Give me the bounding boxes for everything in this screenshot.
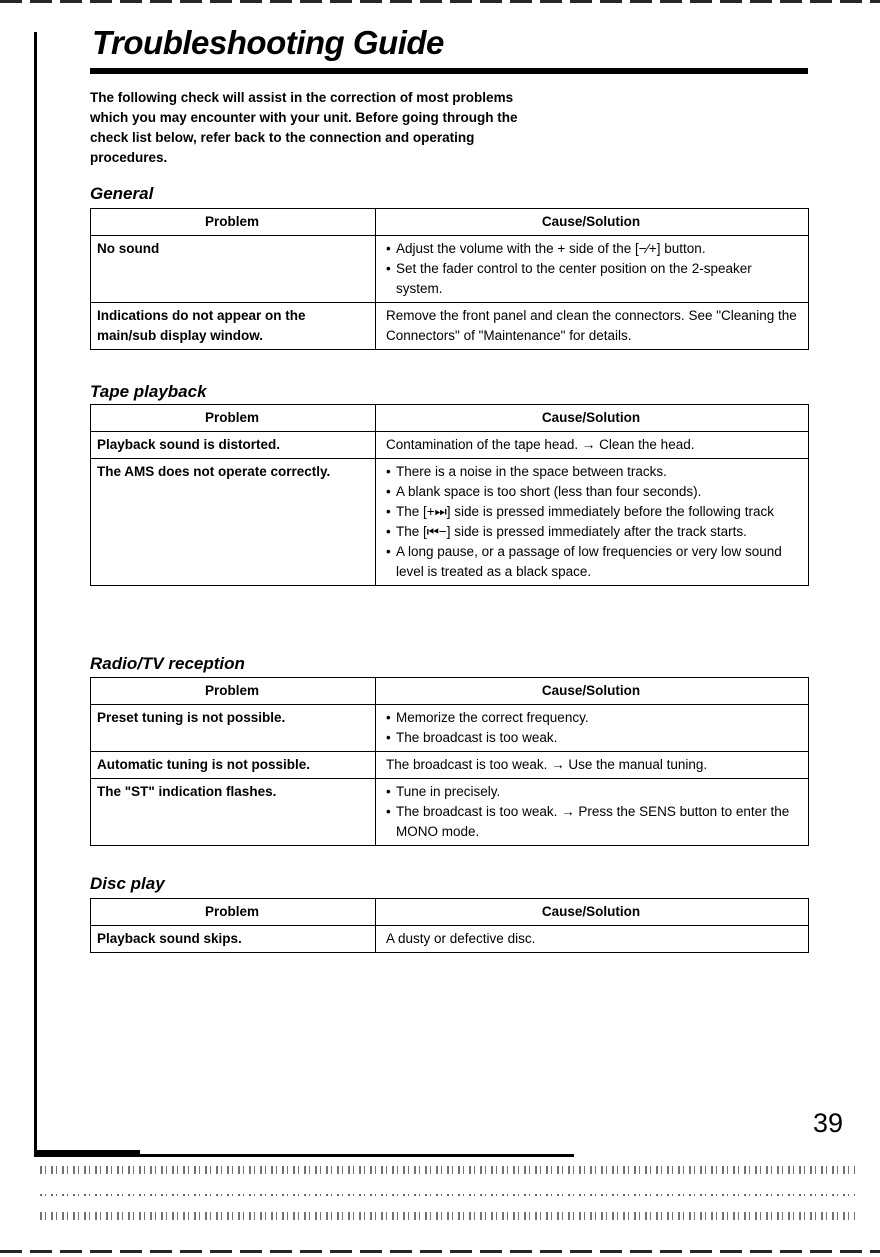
cause-item: • The broadcast is too weak. → Press the SENS button to enter the MONO mode.: [386, 802, 800, 842]
cause-cell: [376, 236, 809, 303]
problem-cell: The AMS does not operate correctly.: [91, 459, 376, 586]
bottom-edge-marks: [0, 1250, 880, 1253]
problem-header: Problem: [91, 209, 376, 236]
intro-paragraph: The following check will assist in the correction of most problems which you may encounter with your unit. Before going through the check list below, refer back to the connection and operating procedures.: [90, 90, 518, 165]
cause-item: • Set the fader control to the center position on the 2-speaker system.: [386, 259, 800, 299]
table-row: [91, 926, 809, 953]
title-underline: [90, 68, 808, 74]
problem-cell: Playback sound is distorted.: [91, 432, 376, 459]
table-row: [91, 432, 809, 459]
cause-header: Cause/Solution: [376, 405, 809, 432]
header-row: [91, 405, 809, 432]
cause-header: Cause/Solution: [376, 899, 809, 926]
page-title: Troubleshooting Guide: [92, 24, 444, 61]
scan-noise-band: [40, 1166, 855, 1174]
cause-list: [386, 462, 800, 582]
table-row: [91, 752, 809, 779]
cause-item: • The [⏮−] side is pressed immediately after the track starts.: [386, 522, 800, 542]
page-number: 39: [813, 1108, 844, 1138]
table-row: [91, 705, 809, 752]
cause-header: Cause/Solution: [376, 678, 809, 705]
table-row: [91, 236, 809, 303]
table-radio-tv-reception: [90, 677, 809, 846]
header-row: [91, 209, 809, 236]
table-row: [91, 303, 809, 350]
table-tape-playback: [90, 404, 809, 586]
cause-header: Cause/Solution: [376, 209, 809, 236]
table-row: [91, 779, 809, 846]
problem-cell: Automatic tuning is not possible.: [91, 752, 376, 779]
cause-item: • Tune in precisely.: [386, 782, 800, 802]
problem-cell: Preset tuning is not possible.: [91, 705, 376, 752]
problem-header: Problem: [91, 899, 376, 926]
scan-noise-band: [40, 1212, 855, 1220]
cause-cell: [376, 705, 809, 752]
cause-item: • A blank space is too short (less than four seconds).: [386, 482, 800, 502]
problem-cell: The "ST" indication flashes.: [91, 779, 376, 846]
top-edge-marks: [0, 0, 880, 3]
cause-cell: The broadcast is too weak. → Use the manual tuning.: [376, 752, 809, 779]
problem-cell: Indications do not appear on the main/sub display window.: [91, 303, 376, 350]
table-disc-play: [90, 898, 809, 953]
cause-item: • A long pause, or a passage of low frequencies or very low sound level is treated as a black space.: [386, 542, 800, 582]
section-title-tape-playback: Tape playback: [90, 382, 207, 401]
cause-item: • The [+⏭] side is pressed immediately before the following track: [386, 502, 800, 522]
cause-list: [386, 239, 800, 299]
cause-cell: Contamination of the tape head. → Clean the head.: [376, 432, 809, 459]
problem-cell: No sound: [91, 236, 376, 303]
cause-cell: [376, 459, 809, 586]
left-margin-rule: [34, 32, 37, 1157]
problem-header: Problem: [91, 405, 376, 432]
header-row: [91, 678, 809, 705]
cause-item: • The broadcast is too weak.: [386, 728, 800, 748]
cause-list: [386, 708, 800, 748]
section-title-disc-play: Disc play: [90, 874, 165, 893]
problem-cell: Playback sound skips.: [91, 926, 376, 953]
section-title-general: General: [90, 184, 154, 203]
cause-item: • There is a noise in the space between tracks.: [386, 462, 800, 482]
cause-cell: A dusty or defective disc.: [376, 926, 809, 953]
footer-rule: [34, 1154, 574, 1157]
table-row: [91, 459, 809, 586]
cause-cell: Remove the front panel and clean the connectors. See "Cleaning the Connectors" of "Maintenance" for details.: [376, 303, 809, 350]
header-row: [91, 899, 809, 926]
cause-list: [386, 782, 800, 842]
cause-item: • Adjust the volume with the + side of the [−∕+] button.: [386, 239, 800, 259]
scan-noise-line: [40, 1194, 855, 1196]
problem-header: Problem: [91, 678, 376, 705]
cause-cell: [376, 779, 809, 846]
cause-item: • Memorize the correct frequency.: [386, 708, 800, 728]
section-title-radio-tv-reception: Radio/TV reception: [90, 654, 245, 673]
table-general: [90, 208, 809, 350]
